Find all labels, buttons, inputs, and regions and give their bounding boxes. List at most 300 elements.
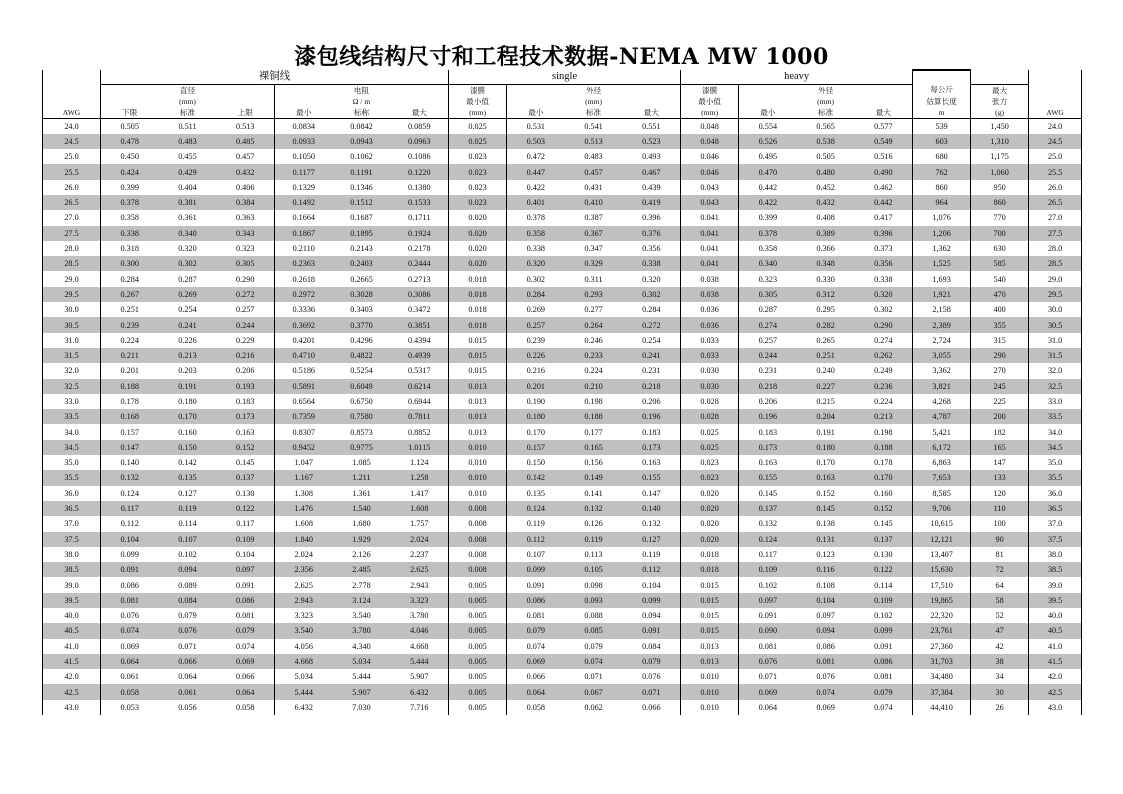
table-cell: 0.381 (159, 195, 217, 210)
table-cell: 0.015 (681, 608, 739, 623)
table-cell: 0.239 (101, 317, 159, 332)
table-cell: 0.196 (623, 409, 681, 424)
table-cell: 0.1380 (391, 180, 449, 195)
table-cell: 0.071 (178, 641, 197, 651)
table-cell: 0.064 (217, 684, 275, 699)
table-cell: 0.137 (855, 532, 913, 547)
table-cell: 0.511 (178, 121, 197, 131)
table-cell: 0.107 (159, 532, 217, 547)
table-cell: 42.0 (1029, 669, 1082, 684)
table-cell: 32.0 (1029, 363, 1082, 378)
table-cell: 34.0 (1029, 424, 1082, 439)
table-cell: 0.6750 (350, 396, 373, 406)
column-header: (mm) (681, 107, 739, 119)
table-cell: 22,320 (913, 608, 971, 623)
table-cell: 0.457 (217, 149, 275, 164)
table-cell: 0.2363 (275, 256, 333, 271)
column-header: 最小 (739, 107, 797, 119)
table-cell: 0.5254 (350, 366, 373, 376)
table-cell: 27.5 (1029, 226, 1082, 241)
table-cell: 0.1687 (350, 213, 373, 223)
table-cell: 35.0 (43, 455, 101, 470)
table-cell: 39.0 (43, 577, 101, 592)
table-cell: 860 (971, 195, 1029, 210)
table-cell: 0.480 (797, 164, 855, 179)
table-row (43, 623, 1082, 638)
table-cell: 0.020 (449, 241, 507, 256)
table-cell: 0.091 (526, 580, 546, 590)
table-cell: 0.1177 (275, 164, 333, 179)
label-film-min-heavy: 最小值 (681, 96, 739, 107)
table-cell: 0.422 (526, 182, 546, 192)
table-cell: 25.0 (1029, 149, 1082, 164)
table-cell: 0.081 (217, 608, 275, 623)
table-cell: 182 (993, 427, 1006, 437)
table-cell: 0.104 (797, 593, 855, 608)
table-cell: 0.203 (178, 366, 197, 376)
table-cell: 37,384 (913, 684, 971, 699)
column-header: 最小 (507, 107, 565, 119)
table-cell: 41.5 (43, 654, 101, 669)
table-cell: 0.450 (101, 149, 159, 164)
table-cell: 28.0 (43, 241, 101, 256)
column-header: 最大 (855, 107, 913, 119)
table-row (43, 424, 1082, 439)
table-cell: 0.190 (526, 396, 546, 406)
table-cell: 0.287 (178, 274, 197, 284)
table-cell: 0.224 (584, 366, 603, 376)
table-cell: 0.269 (159, 287, 217, 302)
table-cell: 1.680 (352, 519, 371, 529)
table-cell: 0.3403 (350, 305, 373, 315)
table-cell: 0.079 (507, 623, 565, 638)
table-cell: 0.269 (526, 305, 546, 315)
table-cell: 0.041 (681, 241, 739, 256)
table-cell: 0.505 (101, 118, 159, 134)
table-cell: 1.047 (294, 458, 313, 468)
table-cell: 0.013 (449, 379, 507, 394)
table-cell: 964 (913, 195, 971, 210)
table-cell: 36.0 (1029, 486, 1082, 501)
table-cell: 0.020 (449, 226, 507, 241)
table-cell: 0.020 (681, 501, 739, 516)
table-cell: 0.122 (217, 501, 275, 516)
table-cell: 34,480 (913, 669, 971, 684)
table-cell: 0.251 (101, 302, 159, 317)
table-cell: 0.058 (101, 684, 159, 699)
table-cell: 36.5 (1029, 501, 1082, 516)
table-cell: 0.056 (178, 702, 197, 712)
table-cell: 0.142 (507, 470, 565, 485)
table-cell: 0.018 (681, 547, 739, 562)
table-cell: 0.013 (449, 424, 507, 439)
column-header: (g) (971, 107, 1029, 119)
table-cell: 0.145 (217, 455, 275, 470)
table-cell: 0.318 (101, 241, 159, 256)
table-cell: 0.178 (101, 394, 159, 409)
table-cell: 0.079 (217, 623, 275, 638)
table-cell: 603 (913, 134, 971, 149)
table-cell: 0.132 (758, 519, 778, 529)
table-cell: 0.010 (449, 486, 507, 501)
table-row (43, 226, 1082, 241)
table-cell: 0.2143 (350, 244, 373, 254)
table-cell: 0.142 (178, 458, 197, 468)
table-cell: 0.284 (507, 287, 565, 302)
table-cell: 0.378 (526, 213, 546, 223)
table-cell: 0.094 (159, 562, 217, 577)
table-cell: 24.5 (1029, 134, 1082, 149)
table-cell: 0.066 (159, 654, 217, 669)
table-cell: 2.943 (391, 577, 449, 592)
table-cell: 0.048 (681, 118, 739, 134)
table-cell: 0.284 (101, 271, 159, 286)
table-cell: 0.424 (101, 164, 159, 179)
table-cell: 0.293 (565, 287, 623, 302)
column-header-row (43, 107, 1082, 119)
table-cell: 36.5 (43, 501, 101, 516)
table-cell: 1,693 (913, 271, 971, 286)
table-cell: 1,525 (913, 256, 971, 271)
table-cell: 29.5 (1029, 287, 1082, 302)
table-cell: 0.028 (681, 394, 739, 409)
table-cell: 0.218 (623, 379, 681, 394)
table-cell: 0.008 (449, 547, 507, 562)
table-cell: 0.132 (623, 516, 681, 531)
table-cell: 0.483 (159, 134, 217, 149)
table-cell: 0.127 (178, 488, 197, 498)
table-cell: 0.013 (681, 654, 739, 669)
table-cell: 2.778 (352, 580, 371, 590)
table-cell: 0.053 (101, 700, 159, 715)
table-cell: 0.183 (758, 427, 778, 437)
table-cell: 0.112 (101, 516, 159, 531)
table-cell: 0.2665 (350, 274, 373, 284)
table-cell: 0.099 (855, 623, 913, 638)
table-cell: 0.123 (816, 549, 835, 559)
table-cell: 0.030 (681, 379, 739, 394)
table-cell: 0.015 (449, 348, 507, 363)
table-row (43, 256, 1082, 271)
table-cell: 3,055 (913, 348, 971, 363)
table-row (43, 562, 1082, 577)
column-header: 标准 (159, 107, 217, 119)
table-cell: 4.668 (275, 654, 333, 669)
table-cell: 27.0 (43, 210, 101, 225)
table-cell: 7.030 (352, 702, 371, 712)
table-cell: 0.071 (758, 672, 778, 682)
table-cell: 0.069 (507, 654, 565, 669)
table-cell: 26.5 (43, 195, 101, 210)
table-cell: 0.1664 (292, 213, 315, 223)
table-cell: 0.373 (874, 244, 893, 254)
table-cell: 0.005 (449, 684, 507, 699)
table-cell: 0.117 (758, 549, 777, 559)
table-cell: 1.308 (294, 488, 313, 498)
table-cell: 43.0 (1029, 700, 1082, 715)
table-cell: 0.147 (623, 486, 681, 501)
table-cell: 0.183 (217, 394, 275, 409)
table-cell: 12,121 (913, 532, 971, 547)
table-cell: 0.071 (623, 684, 681, 699)
table-cell: 0.005 (449, 623, 507, 638)
table-cell: 52 (995, 611, 1004, 621)
table-cell: 39.0 (1029, 577, 1082, 592)
table-cell: 0.401 (507, 195, 565, 210)
table-cell: 2.625 (391, 562, 449, 577)
table-cell: 0.300 (101, 256, 159, 271)
table-cell: 8,585 (913, 486, 971, 501)
table-cell: 0.069 (739, 684, 797, 699)
column-header: AWG (43, 107, 101, 119)
column-header: 最大 (623, 107, 681, 119)
table-cell: 0.3851 (391, 317, 449, 332)
table-cell: 4.668 (391, 639, 449, 654)
table-cell: 0.005 (449, 593, 507, 608)
table-cell: 1.085 (352, 458, 371, 468)
table-cell: 585 (971, 256, 1029, 271)
table-row (43, 271, 1082, 286)
table-cell: 0.086 (816, 641, 835, 651)
table-cell: 0.358 (101, 210, 159, 225)
table-cell: 0.213 (855, 409, 913, 424)
table-header (43, 70, 1082, 118)
table-cell: 0.079 (623, 654, 681, 669)
table-cell: 5.444 (391, 654, 449, 669)
table-cell: 0.239 (526, 335, 546, 345)
table-cell: 40.0 (1029, 608, 1082, 623)
table-cell: 0.020 (681, 532, 739, 547)
table-cell: 0.1867 (275, 226, 333, 241)
table-cell: 0.020 (449, 210, 507, 225)
table-cell: 0.178 (874, 458, 893, 468)
table-cell: 0.282 (797, 317, 855, 332)
table-cell: 0.0963 (391, 134, 449, 149)
table-cell: 0.170 (816, 458, 835, 468)
table-cell: 2.943 (275, 593, 333, 608)
table-cell: 0.081 (101, 593, 159, 608)
table-cell: 1,450 (990, 121, 1009, 131)
table-cell: 0.1711 (391, 210, 449, 225)
table-cell: 31.5 (1029, 348, 1082, 363)
table-cell: 2,724 (913, 333, 971, 348)
table-cell: 6.432 (294, 702, 313, 712)
table-cell: 0.541 (584, 121, 603, 131)
table-cell: 0.107 (526, 549, 546, 559)
table-cell: 0.091 (874, 641, 893, 651)
table-cell: 0.090 (739, 623, 797, 638)
table-cell: 38.0 (43, 547, 101, 562)
table-cell: 0.108 (816, 580, 835, 590)
table-cell: 0.038 (681, 271, 739, 286)
table-cell: 0.4822 (333, 348, 391, 363)
table-cell: 0.188 (565, 409, 623, 424)
table-cell: 0.091 (758, 611, 778, 621)
table-cell: 34.5 (43, 440, 101, 455)
table-cell: 120 (993, 488, 1006, 498)
table-cell: 0.254 (178, 305, 197, 315)
table-cell: 0.018 (681, 562, 739, 577)
table-row (43, 149, 1082, 164)
table-row (43, 455, 1082, 470)
table-cell: 0.141 (584, 488, 603, 498)
table-cell: 165 (971, 440, 1029, 455)
table-cell: 35.5 (1029, 470, 1082, 485)
table-row (43, 639, 1082, 654)
table-cell: 0.069 (217, 654, 275, 669)
table-cell: 0.030 (681, 363, 739, 378)
table-cell: 0.206 (758, 396, 778, 406)
table-cell: 6.432 (391, 684, 449, 699)
table-cell: 0.227 (797, 379, 855, 394)
column-header: (mm) (449, 107, 507, 119)
table-cell: 0.061 (159, 684, 217, 699)
table-cell: 17,510 (913, 577, 971, 592)
table-cell: 0.490 (855, 164, 913, 179)
table-cell: 33.0 (43, 394, 101, 409)
table-cell: 35.5 (43, 470, 101, 485)
table-cell: 0.406 (217, 180, 275, 195)
table-cell: 0.023 (681, 455, 739, 470)
table-cell: 0.010 (681, 700, 739, 715)
table-cell: 0.419 (623, 195, 681, 210)
table-cell: 0.257 (217, 302, 275, 317)
table-cell: 0.340 (739, 256, 797, 271)
table-cell: 0.244 (217, 317, 275, 332)
table-cell: 0.4939 (391, 348, 449, 363)
table-cell: 0.191 (816, 427, 835, 437)
table-cell: 0.183 (623, 424, 681, 439)
table-cell: 0.163 (797, 470, 855, 485)
label-resistance-unit: Ω / m (352, 96, 371, 106)
table-cell: 0.135 (159, 470, 217, 485)
table-cell: 1,362 (913, 241, 971, 256)
table-cell: 0.1329 (292, 182, 315, 192)
table-cell: 0.010 (449, 440, 507, 455)
table-cell: 0.036 (681, 302, 739, 317)
table-cell: 33.5 (1029, 409, 1082, 424)
table-cell: 0.013 (449, 409, 507, 424)
table-cell: 0.152 (855, 501, 913, 516)
table-cell: 2.625 (294, 580, 313, 590)
table-row (43, 669, 1082, 684)
table-cell: 5.907 (333, 684, 391, 699)
table-cell: 110 (971, 501, 1029, 516)
table-cell: 0.8573 (350, 427, 373, 437)
table-cell: 0.302 (874, 305, 893, 315)
table-cell: 0.102 (758, 580, 778, 590)
table-cell: 37.0 (43, 516, 101, 531)
table-cell: 0.244 (739, 348, 797, 363)
table-cell: 0.086 (101, 577, 159, 592)
table-cell: 0.399 (758, 213, 778, 223)
column-header: 标准 (797, 107, 855, 119)
table-cell: 0.410 (565, 195, 623, 210)
column-header: 标称 (333, 107, 391, 119)
table-cell: 0.008 (449, 562, 507, 577)
table-cell: 0.284 (623, 302, 681, 317)
table-cell: 0.495 (758, 152, 778, 162)
table-cell: 0.9452 (275, 440, 333, 455)
table-cell: 3.780 (333, 623, 391, 638)
table-cell: 2.024 (391, 532, 449, 547)
table-cell: 0.505 (816, 152, 835, 162)
table-cell: 0.4394 (391, 333, 449, 348)
table-cell: 0.340 (159, 226, 217, 241)
table-cell: 31.5 (43, 348, 101, 363)
table-cell: 1.124 (391, 455, 449, 470)
table-cell: 0.472 (526, 152, 546, 162)
table-cell: 200 (971, 409, 1029, 424)
table-cell: 245 (971, 379, 1029, 394)
table-cell: 13,407 (913, 547, 971, 562)
table-cell: 0.531 (526, 121, 546, 131)
table-cell: 0.156 (584, 458, 603, 468)
table-row (43, 333, 1082, 348)
table-cell: 0.084 (159, 593, 217, 608)
table-cell: 31,703 (913, 654, 971, 669)
table-row (43, 501, 1082, 516)
table-cell: 0.565 (816, 121, 835, 131)
table-cell: 0.262 (855, 348, 913, 363)
table-row (43, 700, 1082, 715)
table-cell: 41.0 (43, 639, 101, 654)
table-cell: 1,076 (913, 210, 971, 225)
table-cell: 2,158 (913, 302, 971, 317)
table-cell: 0.193 (217, 379, 275, 394)
table-cell: 0.058 (217, 700, 275, 715)
table-row (43, 532, 1082, 547)
table-cell: 1.608 (391, 501, 449, 516)
table-cell: 6,863 (913, 455, 971, 470)
table-cell: 0.099 (623, 593, 681, 608)
table-cell: 0.516 (874, 152, 893, 162)
table-cell: 0.086 (855, 654, 913, 669)
label-film-single: 漆膜 (449, 84, 507, 96)
table-cell: 1.361 (352, 488, 371, 498)
table-cell: 0.358 (507, 226, 565, 241)
table-cell: 64 (995, 580, 1004, 590)
table-cell: 0.074 (217, 639, 275, 654)
table-cell: 42.0 (43, 669, 101, 684)
table-cell: 0.173 (739, 440, 797, 455)
table-cell: 0.210 (565, 379, 623, 394)
table-cell: 0.1086 (391, 149, 449, 164)
table-cell: 0.088 (584, 611, 603, 621)
table-cell: 0.224 (101, 333, 159, 348)
table-cell: 0.112 (507, 532, 565, 547)
table-cell: 0.048 (681, 134, 739, 149)
table-cell: 0.119 (526, 519, 545, 529)
table-cell: 0.124 (739, 532, 797, 547)
table-cell: 15,630 (913, 562, 971, 577)
table-cell: 0.7580 (333, 409, 391, 424)
table-cell: 0.130 (217, 486, 275, 501)
wire-spec-table (42, 69, 1082, 715)
table-cell: 0.1050 (292, 152, 315, 162)
table-cell: 3.124 (333, 593, 391, 608)
table-cell: 0.076 (101, 608, 159, 623)
table-cell: 0.137 (739, 501, 797, 516)
table-row (43, 409, 1082, 424)
table-cell: 44,410 (913, 700, 971, 715)
table-cell: 0.254 (623, 333, 681, 348)
table-cell: 0.396 (623, 210, 681, 225)
table-cell: 0.150 (159, 440, 217, 455)
table-cell: 28.0 (1029, 241, 1082, 256)
table-cell: 0.302 (159, 256, 217, 271)
column-header: 标准 (565, 107, 623, 119)
